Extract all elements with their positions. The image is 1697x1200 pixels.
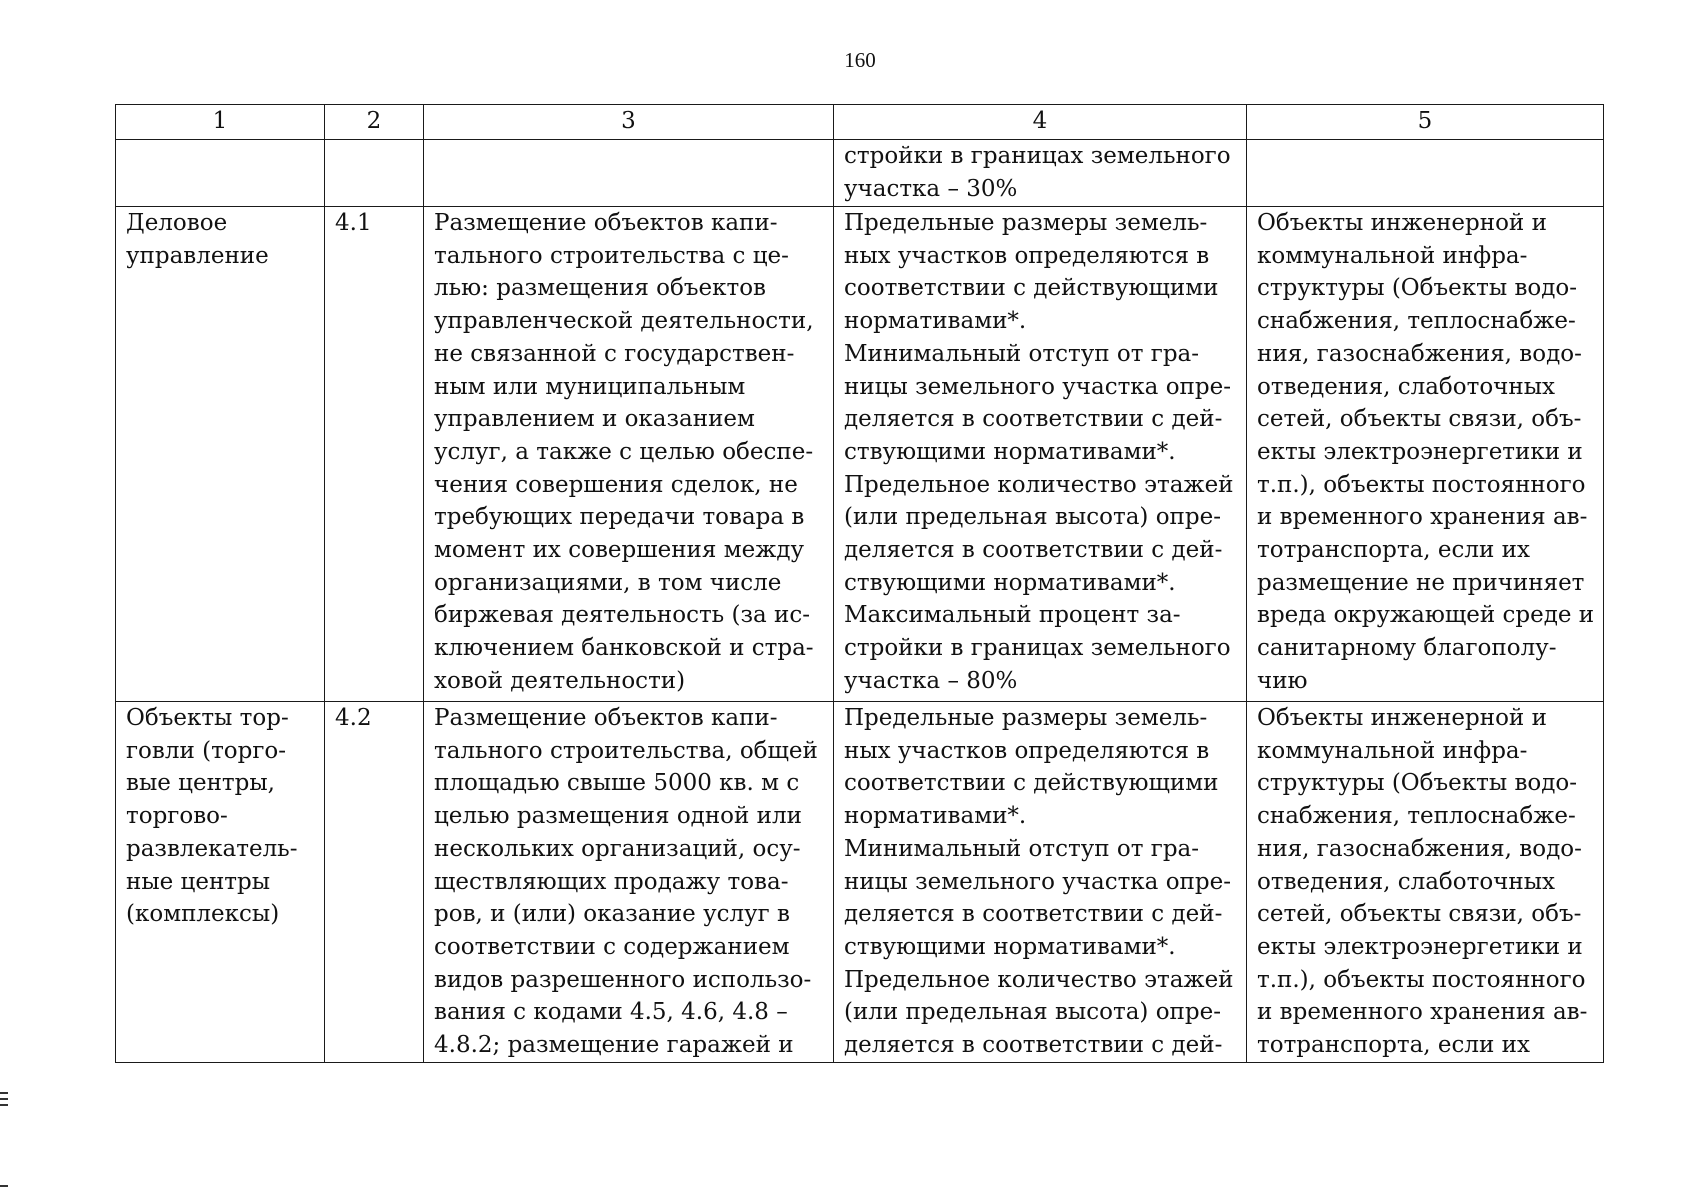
use-description-cell xyxy=(424,140,834,207)
column-header: 3 xyxy=(424,105,834,140)
column-header: 5 xyxy=(1247,105,1604,140)
column-header: 4 xyxy=(834,105,1247,140)
use-code-cell xyxy=(325,140,424,207)
margin-mark xyxy=(0,1092,8,1094)
use-name-cell: Объекты тор- говли (торго- вые центры, торгово- развлекатель- ные центры (комплексы) xyxy=(116,702,325,1063)
use-description-cell: Размещение объектов капи- тального строительства с це- лью: размещения объектов управленческой деятельности, не связанной с государствен- ным или муниципальным управлением и оказанием услуг, а также с целью обеспе- чения совершения сделок, не требующих передачи товара в момент их совершения между организациями, в том числе биржевая деятельность (за ис- ключением банковской и стра- ховой деятельности) xyxy=(424,207,834,702)
parameters-cell: Предельные размеры земель- ных участков определяются в соответствии с действующими нормативами*. Минимальный отступ от гра- ницы земельного участка опре- деляется в соответствии с дей- ствующими нормативами*. Предельное количество этажей (или предельная высота) опре- деляется в соответствии с дей- xyxy=(834,702,1247,1063)
use-name-cell: Деловое управление xyxy=(116,207,325,702)
margin-mark xyxy=(0,1185,8,1187)
table-row xyxy=(116,140,1604,207)
table-row xyxy=(116,207,1604,702)
use-code-cell: 4.2 xyxy=(325,702,424,1063)
margin-mark xyxy=(0,1098,8,1100)
table-header-row xyxy=(116,105,1604,140)
use-description-cell: Размещение объектов капи- тального строительства, общей площадью свыше 5000 кв. м с целью размещения одной или нескольких организаций, осу- ществляющих продажу това- ров, и (или) оказание услуг в соответствии с содержанием видов разрешенного использо- вания с кодами 4.5, 4.6, 4.8 – 4.8.2; размещение гаражей и xyxy=(424,702,834,1063)
parameters-cell: Предельные размеры земель- ных участков определяются в соответствии с действующими нормативами*. Минимальный отступ от гра- ницы земельного участка опре- деляется в соответствии с дей- ствующими нормативами*. Предельное количество этажей (или предельная высота) опре- деляется в соответствии с дей- ствующими нормативами*. Максимальный процент за- стройки в границах земельного участка – 80% xyxy=(834,207,1247,702)
auxiliary-uses-cell xyxy=(1247,140,1604,207)
column-header: 2 xyxy=(325,105,424,140)
use-code-cell: 4.1 xyxy=(325,207,424,702)
column-header: 1 xyxy=(116,105,325,140)
auxiliary-uses-cell: Объекты инженерной и коммунальной инфра- структуры (Объекты водо- снабжения, теплоснабже- ния, газоснабжения, водо- отведения, слаботочных сетей, объекты связи, объ- екты электроэнергетики и т.п.), объекты постоянного и временного хранения ав- тотранспорта, если их размещение не причиняет вреда окружающей среде и санитарному благополу- чию xyxy=(1247,207,1604,702)
margin-mark xyxy=(0,1104,8,1106)
parameters-cell: стройки в границах земельного участка – 30% xyxy=(834,140,1247,207)
land-use-table xyxy=(115,104,1604,1063)
auxiliary-uses-cell: Объекты инженерной и коммунальной инфра- структуры (Объекты водо- снабжения, теплоснабже- ния, газоснабжения, водо- отведения, слаботочных сетей, объекты связи, объ- екты электроэнергетики и т.п.), объекты постоянного и временного хранения ав- тотранспорта, если их xyxy=(1247,702,1604,1063)
use-name-cell xyxy=(116,140,325,207)
page-number: 160 xyxy=(844,48,876,72)
table-row xyxy=(116,702,1604,1063)
